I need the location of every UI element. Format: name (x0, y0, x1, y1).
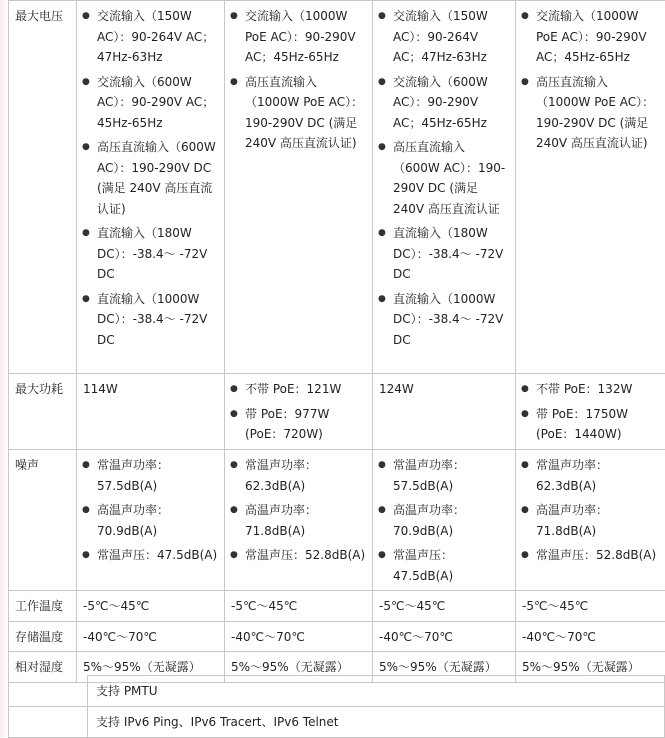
storage-temp-4: -40℃～70℃ (516, 621, 665, 652)
humidity-1: 5%～95%（无凝露） (77, 652, 225, 683)
list-item: ● 高温声功率：70.9dB(A) (97, 500, 218, 541)
noise-list-3 (379, 455, 509, 586)
list-item: ● 直流输入（1000W DC）：-38.4～ -72V DC (97, 289, 218, 351)
list-item: ● 常温声压：52.8dB(A) (536, 545, 659, 566)
label-max-voltage: 最大电压 (9, 1, 77, 374)
voltage-list-2 (231, 6, 366, 154)
label-storage-temp: 存储温度 (9, 621, 77, 652)
label-noise: 噪声 (9, 450, 77, 591)
operating-temp-3: -5℃～45℃ (373, 591, 516, 622)
list-item: ● 常温声功率：62.3dB(A) (536, 455, 659, 496)
voltage-list-4 (522, 6, 659, 154)
list-item: ● 交流输入（1000W PoE AC）：90-290V AC；45Hz-65Hz (245, 6, 366, 68)
label-operating-temp: 工作温度 (9, 591, 77, 622)
power-list-2 (231, 379, 366, 445)
list-item: ● 高压直流输入（600W AC）：190-290V DC (满足 240V 高压直流认证) (97, 137, 218, 219)
list-item: ● 直流输入（180W DC）：-38.4～ -72V DC (393, 223, 509, 285)
label-humidity: 相对湿度 (9, 652, 77, 683)
feature-pmtu: 支持 PMTU (88, 676, 665, 707)
list-item: ● 直流输入（180W DC）：-38.4～ -72V DC (97, 223, 218, 285)
list-item: ● 常温声功率：57.5dB(A) (393, 455, 509, 496)
list-item: ● 高压直流输入（600W AC）：190-290V DC (满足 240V 高压直流认证 (393, 137, 509, 219)
feature-row (9, 676, 665, 707)
row-operating-temp (9, 591, 665, 622)
operating-temp-1: -5℃～45℃ (77, 591, 225, 622)
list-item: ● 交流输入（150W AC）：90-264V AC；47Hz-63Hz (97, 6, 218, 68)
list-item: ● 常温声功率：57.5dB(A) (97, 455, 218, 496)
feature-ipv6: 支持 IPv6 Ping、IPv6 Tracert、IPv6 Telnet (88, 707, 665, 738)
operating-temp-2: -5℃～45℃ (225, 591, 373, 622)
list-item: ● 高温声功率：71.8dB(A) (536, 500, 659, 541)
list-item: ● 交流输入（600W AC）：90-290V AC；45Hz-65Hz (97, 72, 218, 134)
list-item: ● 常温声压：47.5dB(A) (97, 545, 218, 566)
feature-row (9, 707, 665, 738)
row-max-power (9, 374, 665, 450)
list-item: ● 不带 PoE：132W (536, 379, 659, 400)
humidity-3: 5%～95%（无凝露） (373, 652, 516, 683)
voltage-list-3 (379, 6, 509, 350)
storage-temp-2: -40℃～70℃ (225, 621, 373, 652)
feature-table (8, 675, 665, 738)
operating-temp-4: -5℃～45℃ (516, 591, 665, 622)
storage-temp-1: -40℃～70℃ (77, 621, 225, 652)
power-value-1: 114W (77, 374, 225, 450)
noise-list-1 (83, 455, 218, 566)
list-item: ● 常温声压：52.8dB(A) (245, 545, 366, 566)
page-edge (0, 0, 8, 737)
noise-list-4 (522, 455, 659, 566)
list-item: ● 交流输入（150W AC）：90-264V AC；47Hz-63Hz (393, 6, 509, 68)
humidity-4: 5%～95%（无凝露） (516, 652, 665, 683)
row-storage-temp (9, 621, 665, 652)
row-max-voltage (9, 1, 665, 374)
voltage-list-1 (83, 6, 218, 350)
power-value-3: 124W (373, 374, 516, 450)
power-list-4 (522, 379, 659, 445)
label-max-power: 最大功耗 (9, 374, 77, 450)
list-item: ● 交流输入（600W AC）：90-290V AC；45Hz-65Hz (393, 72, 509, 134)
list-item: ● 带 PoE：1750W (PoE：1440W) (536, 404, 659, 445)
list-item: ● 交流输入（1000W PoE AC）：90-290V AC；45Hz-65Hz (536, 6, 659, 68)
list-item: ● 常温声功率：62.3dB(A) (245, 455, 366, 496)
humidity-2: 5%～95%（无凝露） (225, 652, 373, 683)
list-item: ● 不带 PoE：121W (245, 379, 366, 400)
list-item: ● 高压直流输入（1000W PoE AC）：190-290V DC (满足 240V 高压直流认证) (536, 72, 659, 154)
list-item: ● 高温声功率：70.9dB(A) (393, 500, 509, 541)
list-item: ● 高压直流输入（1000W PoE AC）：190-290V DC (满足 240V 高压直流认证) (245, 72, 366, 154)
spec-table (8, 0, 665, 683)
noise-list-2 (231, 455, 366, 566)
list-item: ● 带 PoE：977W (PoE：720W) (245, 404, 366, 445)
storage-temp-3: -40℃～70℃ (373, 621, 516, 652)
list-item: ● 常温声压：47.5dB(A) (393, 545, 509, 586)
list-item: ● 高温声功率：71.8dB(A) (245, 500, 366, 541)
row-noise (9, 450, 665, 591)
list-item: ● 直流输入（1000W DC）：-38.4～ -72V DC (393, 289, 509, 351)
